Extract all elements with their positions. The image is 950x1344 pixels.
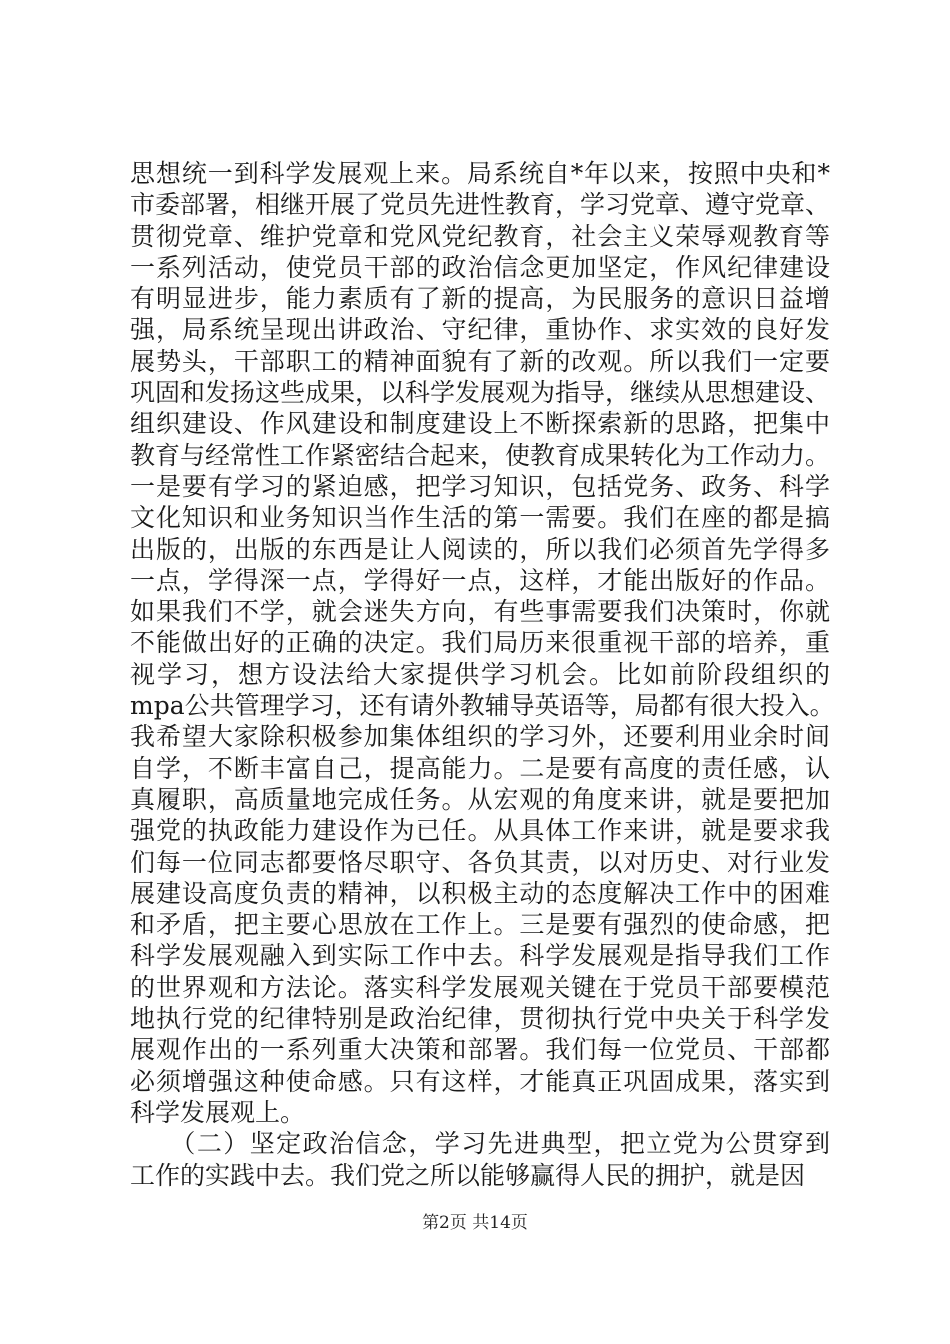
page-number-footer: 第2页 共14页 <box>422 1213 528 1233</box>
text-line: 强，局系统呈现出讲政治、守纪律，重协作、求实效的良好发 <box>130 315 830 345</box>
text-line: 文化知识和业务知识当作生活的第一需要。我们在座的都是搞 <box>130 503 830 533</box>
text-line: mpa公共管理学习，还有请外教辅导英语等，局都有很大投入。 <box>130 691 835 721</box>
text-line: 思想统一到科学发展观上来。局系统自*年以来，按照中央和* <box>130 159 830 188</box>
text-line: 的世界观和方法论。落实科学发展观关键在于党员干部要模范 <box>130 972 830 1002</box>
text-line: 如果我们不学，就会迷失方向，有些事需要我们决策时，你就 <box>130 597 830 627</box>
text-line: 贯彻党章、维护党章和党风党纪教育，社会主义荣辱观教育等 <box>130 221 830 251</box>
text-line: 出版的，出版的东西是让人阅读的，所以我们必须首先学得多 <box>130 534 830 564</box>
text-line: 科学发展观融入到实际工作中去。科学发展观是指导我们工作 <box>130 941 830 971</box>
text-line: 展观作出的一系列重大决策和部署。我们每一位党员、干部都 <box>130 1035 830 1065</box>
text-line: 教育与经常性工作紧密结合起来，使教育成果转化为工作动力。 <box>130 440 831 470</box>
text-line: 强党的执政能力建设作为已任。从具体工作来讲，就是要求我 <box>130 816 830 846</box>
text-line: 科学发展观上。 <box>130 1097 306 1127</box>
text-line: 一点，学得深一点，学得好一点，这样，才能出版好的作品。 <box>130 565 830 595</box>
text-line: 展势头，干部职工的精神面貌有了新的改观。所以我们一定要 <box>130 346 830 376</box>
text-line: 我希望大家除积极参加集体组织的学习外，还要利用业余时间 <box>130 722 830 752</box>
text-line: 自学，不断丰富自己，提高能力。二是要有高度的责任感，认 <box>130 753 830 783</box>
text-line: 视学习，想方设法给大家提供学习机会。比如前阶段组织的 <box>130 659 830 689</box>
text-line: 地执行党的纪律特别是政治纪律，贯彻执行党中央关于科学发 <box>130 1004 830 1034</box>
text-line: 展建设高度负责的精神，以积极主动的态度解决工作中的困难 <box>130 878 830 908</box>
text-line: 真履职，高质量地完成任务。从宏观的角度来讲，就是要把加 <box>130 784 830 814</box>
text-line: 巩固和发扬这些成果，以科学发展观为指导，继续从思想建设、 <box>130 378 831 408</box>
text-line: 必须增强这种使命感。只有这样，才能真正巩固成果，落实到 <box>130 1066 830 1096</box>
document-body <box>130 158 835 1191</box>
text-line: 们每一位同志都要恪尽职守、各负其责，以对历史、对行业发 <box>130 847 830 877</box>
text-line: （二）坚定政治信念，学习先进典型，把立党为公贯穿到 <box>130 1129 830 1159</box>
text-line: 市委部署，相继开展了党员先进性教育，学习党章、遵守党章、 <box>130 190 831 220</box>
text-line: 有明显进步，能力素质有了新的提高，为民服务的意识日益增 <box>130 284 830 314</box>
text-line: 组织建设、作风建设和制度建设上不断探索新的思路，把集中 <box>130 409 830 439</box>
text-line: 工作的实践中去。我们党之所以能够赢得人民的拥护，就是因 <box>130 1160 806 1190</box>
text-line: 一系列活动，使党员干部的政治信念更加坚定，作风纪律建设 <box>130 252 830 282</box>
text-line: 一是要有学习的紧迫感，把学习知识，包括党务、政务、科学 <box>130 471 830 501</box>
text-line: 不能做出好的正确的决定。我们局历来很重视干部的培养，重 <box>130 628 830 658</box>
text-line: 和矛盾，把主要心思放在工作上。三是要有强烈的使命感，把 <box>130 910 830 940</box>
